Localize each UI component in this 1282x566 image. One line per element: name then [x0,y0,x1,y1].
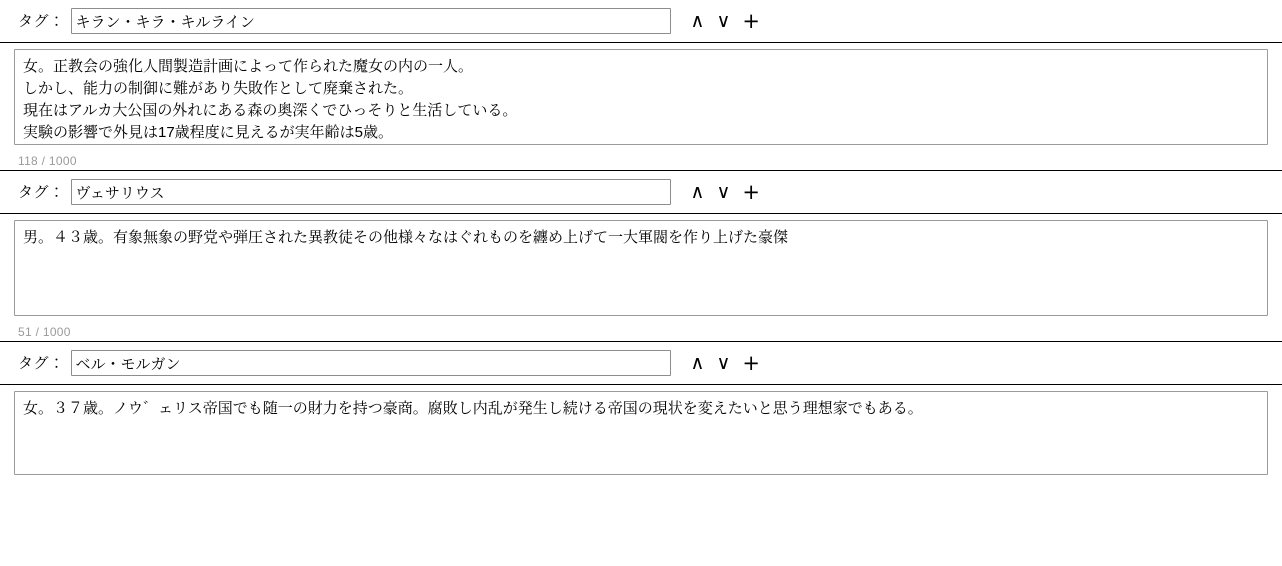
move-down-icon[interactable]: ∨ [716,180,731,203]
tag-entry-2 [0,171,1282,342]
tag-label-3: タグ： [18,354,65,372]
add-entry-icon[interactable]: + [742,179,760,204]
description-input-1[interactable] [14,49,1268,145]
description-wrap-2 [0,220,1282,321]
move-up-icon[interactable]: ∧ [690,9,705,32]
char-counter-1: 118 / 1000 [18,154,77,168]
tag-row-1 [0,0,1282,42]
tag-controls-1 [690,8,760,33]
tag-row-3 [0,342,1282,384]
tag-input-3[interactable] [71,350,671,376]
tag-entry-1 [0,0,1282,171]
move-down-icon[interactable]: ∨ [716,351,731,374]
tag-entry-3 [0,342,1282,480]
tag-controls-3 [690,350,760,375]
move-down-icon[interactable]: ∨ [716,9,731,32]
move-up-icon[interactable]: ∧ [690,351,705,374]
description-wrap-1 [0,49,1282,150]
tag-label-1: タグ： [18,12,65,30]
move-up-icon[interactable]: ∧ [690,180,705,203]
description-input-3[interactable] [14,391,1268,475]
tag-input-1[interactable] [71,8,671,34]
char-counter-2: 51 / 1000 [18,325,71,339]
tag-row-2 [0,171,1282,213]
add-entry-icon[interactable]: + [742,350,760,375]
tag-label-2: タグ： [18,183,65,201]
description-wrap-3 [0,391,1282,480]
tag-input-2[interactable] [71,179,671,205]
add-entry-icon[interactable]: + [742,8,760,33]
tag-controls-2 [690,179,760,204]
description-input-2[interactable] [14,220,1268,316]
